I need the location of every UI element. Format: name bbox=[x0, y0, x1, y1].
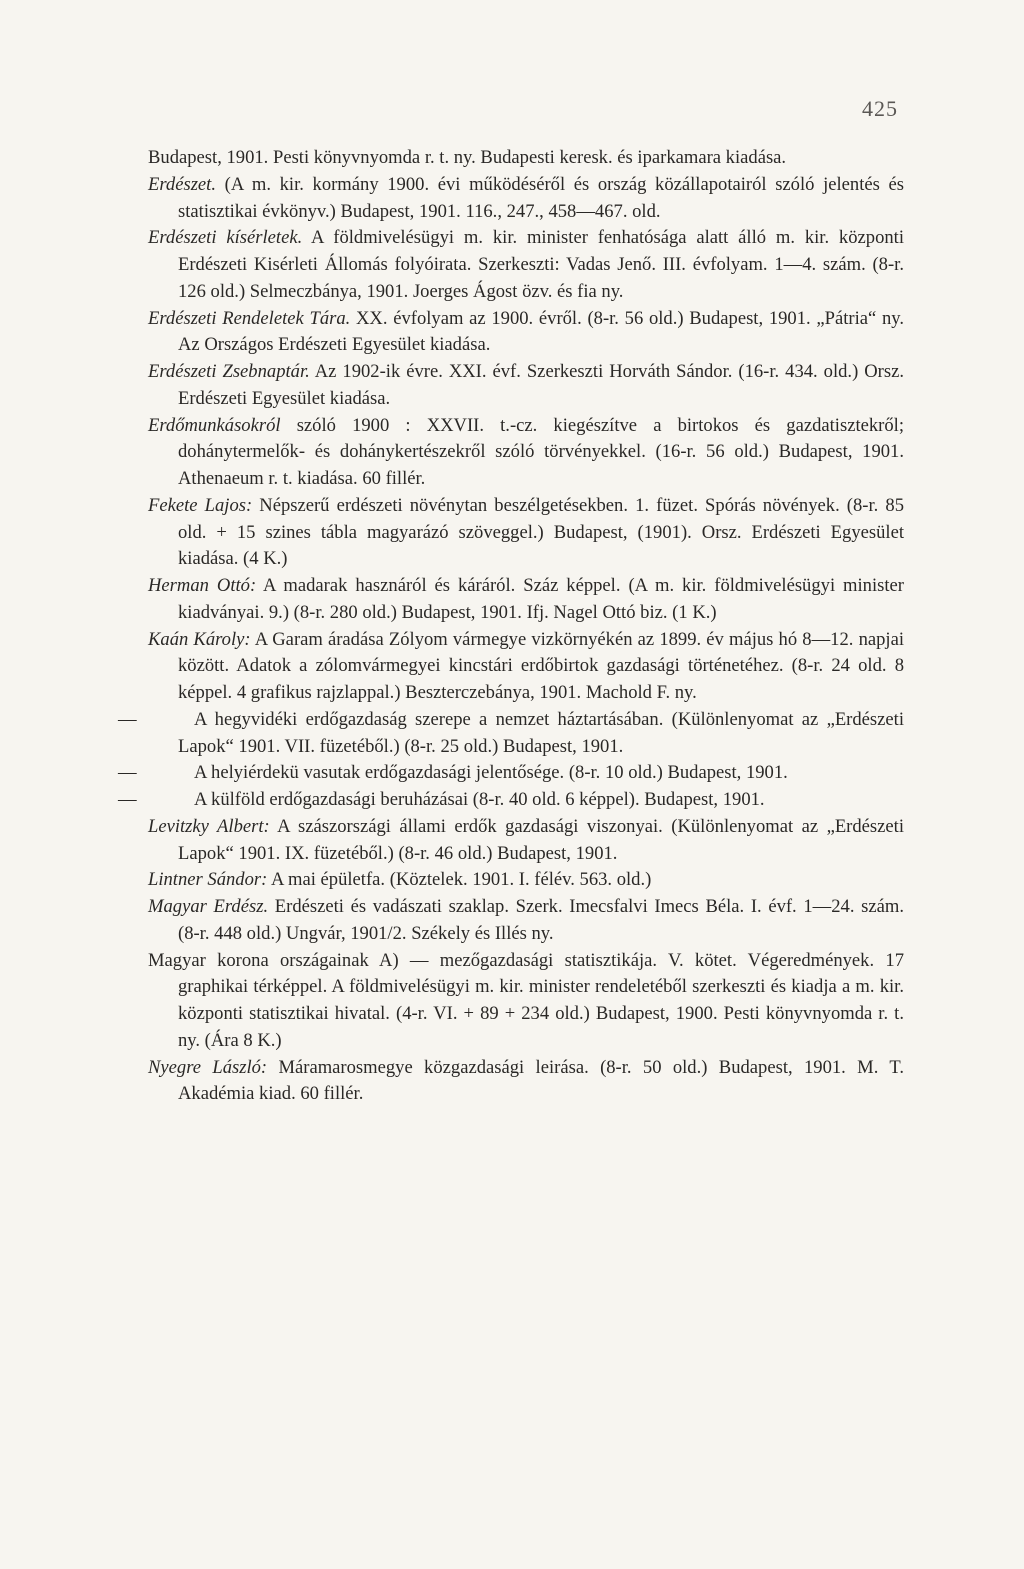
entry-author: Lintner Sándor: bbox=[148, 869, 268, 891]
entry-author: Erdőmunkásokról bbox=[148, 414, 281, 436]
entry-author: Levitzky Albert: bbox=[148, 815, 270, 837]
ditto-dash: — bbox=[118, 762, 137, 784]
bibliography-entry bbox=[148, 573, 904, 627]
bibliography-entry bbox=[148, 172, 904, 226]
entry-text: A hegyvidéki erdőgazdaság szerepe a nemzet háztartásában. (Különlenyomat az „Erdészeti Lapok“ 1901. VII. füzetéből.) (8-r. 25 old.) Budapest, 1901. bbox=[178, 708, 904, 757]
entry-author: Erdészeti Rendeletek Tára. bbox=[148, 307, 351, 329]
bibliography-entry-continuation bbox=[118, 760, 904, 787]
bibliography-entry bbox=[148, 948, 904, 1055]
page-number: 425 bbox=[862, 96, 898, 121]
entry-text: Máramarosmegye közgazdasági leirása. (8-r. 50 old.) Budapest, 1901. M. T. Akadémia kiad. 60 fillér. bbox=[178, 1056, 904, 1105]
entry-text: Budapest, 1901. Pesti könyvnyomda r. t. ny. Budapesti keresk. és iparkamara kiadása. bbox=[148, 147, 787, 168]
entry-author: Fekete Lajos: bbox=[148, 494, 253, 516]
entry-text: szóló 1900 : XXVII. t.-cz. kiegészítve a birtokos és gazdatisztekről; dohánytermelők- és dohánykertészekről szóló törvényekkel. (16-r. 56 old.) Budapest, 1901. Athenaeum r. t. kiadása. 60 fillér. bbox=[178, 414, 904, 489]
entry-text: Népszerű erdészeti növénytan beszélgetésekben. 1. füzet. Spórás növények. (8-r. 85 old. + 15 szines tábla magyarázó szöveggel.) Budapest, (1901). Orsz. Erdészeti Egyesület kiadása. (4 K.) bbox=[178, 494, 905, 570]
entry-text: A szászországi állami erdők gazdasági viszonyai. (Különlenyomat az „Erdészeti Lapok“ 1901. IX. füzetéből.) (8-r. 46 old.) Budapest, 1901. bbox=[178, 815, 904, 864]
entry-text: Erdészeti és vadászati szaklap. Szerk. Imecsfalvi Imecs Béla. I. évf. 1—24. szám. (8-r. 448 old.) Ungvár, 1901/2. Székely és Illés ny. bbox=[178, 896, 905, 944]
bibliography-entry bbox=[148, 359, 904, 413]
bibliography-entry-continuation bbox=[118, 707, 904, 761]
bibliography-entry bbox=[148, 867, 904, 894]
entry-text: A mai épületfa. (Köztelek. 1901. I. félév. 563. old.) bbox=[267, 869, 652, 891]
entry-text: A madarak hasznáról és káráról. Száz képpel. (A m. kir. földmivelésügyi minister kiadványai. 9.) (8-r. 280 old.) Budapest, 1901. Ifj. Nagel Ottó biz. (1 K.) bbox=[178, 575, 904, 623]
bibliography-entry bbox=[148, 627, 904, 707]
entry-text: A Garam áradása Zólyom vármegye vizkörnyékén az 1899. év május hó 8—12. napjai között. Adatok a zólomvármegyei kincstári erdőbirtok gazdasági történetéhez. (8-r. 24 old. 8 képpel. 4 grafikus rajzlappal.) Beszterczebánya, 1901. Machold F. ny. bbox=[178, 628, 905, 703]
entry-author: Herman Ottó: bbox=[148, 575, 257, 596]
bibliography-entry bbox=[148, 814, 904, 868]
entry-author: Kaán Károly: bbox=[148, 628, 251, 650]
entry-text: Az 1902-ik évre. XXI. évf. Szerkeszti Horváth Sándor. (16-r. 434. old.) Orsz. Erdészeti Egyesület kiadása. bbox=[178, 361, 904, 409]
entry-text: A földmivelésügyi m. kir. minister fenhatósága alatt álló m. kir. központi Erdészeti Kisérleti Állomás folyóirata. Szerkeszti: Vadas Jenő. III. évfolyam. 1—4. szám. (8-r. 126 old.) Selmeczbánya, 1901. Joerges Ágost özv. és fia ny. bbox=[178, 227, 904, 302]
bibliography-entry bbox=[148, 493, 904, 573]
entry-text: A külföld erdőgazdasági beruházásai (8-r. 40 old. 6 képpel). Budapest, 1901. bbox=[194, 789, 765, 810]
entry-text: Magyar korona országainak A) — mezőgazdasági statisztikája. V. kötet. Végeredmények. 17 graphikai térképpel. A földmivelésügyi m. kir. minister rendeletéből szerkeszti és kiadja a m. kir. központi statisztikai hivatal. (4-r. VI. + 89 + 234 old.) Budapest, 1900. Pesti könyvnyomda r. t. ny. (Ára 8 K.) bbox=[148, 949, 904, 1051]
entry-text: A helyiérdekü vasutak erdőgazdasági jelentősége. (8-r. 10 old.) Budapest, 1901. bbox=[194, 762, 788, 784]
bibliography-entry bbox=[148, 894, 904, 948]
entry-author: Erdészeti Zsebnaptár. bbox=[148, 361, 310, 382]
bibliography-entry bbox=[148, 306, 904, 360]
entry-author: Nyegre László: bbox=[148, 1056, 268, 1078]
bibliography-entry bbox=[148, 1055, 904, 1109]
ditto-dash: — bbox=[118, 708, 137, 730]
bibliography-entry bbox=[148, 413, 904, 493]
entry-author: Erdészet. bbox=[148, 173, 216, 195]
entry-text: (A m. kir. kormány 1900. évi működéséről és ország közállapotairól szóló jelentés és statisztikai évkönyv.) Budapest, 1901. 116., 247., 458—467. old. bbox=[178, 173, 904, 222]
bibliography-list bbox=[118, 145, 905, 1108]
ditto-dash: — bbox=[118, 789, 137, 810]
bibliography-entry bbox=[148, 225, 904, 305]
entry-author: Erdészeti kísérletek. bbox=[148, 227, 303, 249]
bibliography-entry bbox=[148, 145, 904, 172]
entry-author: Magyar Erdész. bbox=[148, 896, 269, 917]
bibliography-entry-continuation bbox=[118, 787, 904, 814]
entry-text: XX. évfolyam az 1900. évről. (8-r. 56 old.) Budapest, 1901. „Pátria“ ny. Az Országos Erdészeti Egyesület kiadása. bbox=[178, 307, 904, 356]
